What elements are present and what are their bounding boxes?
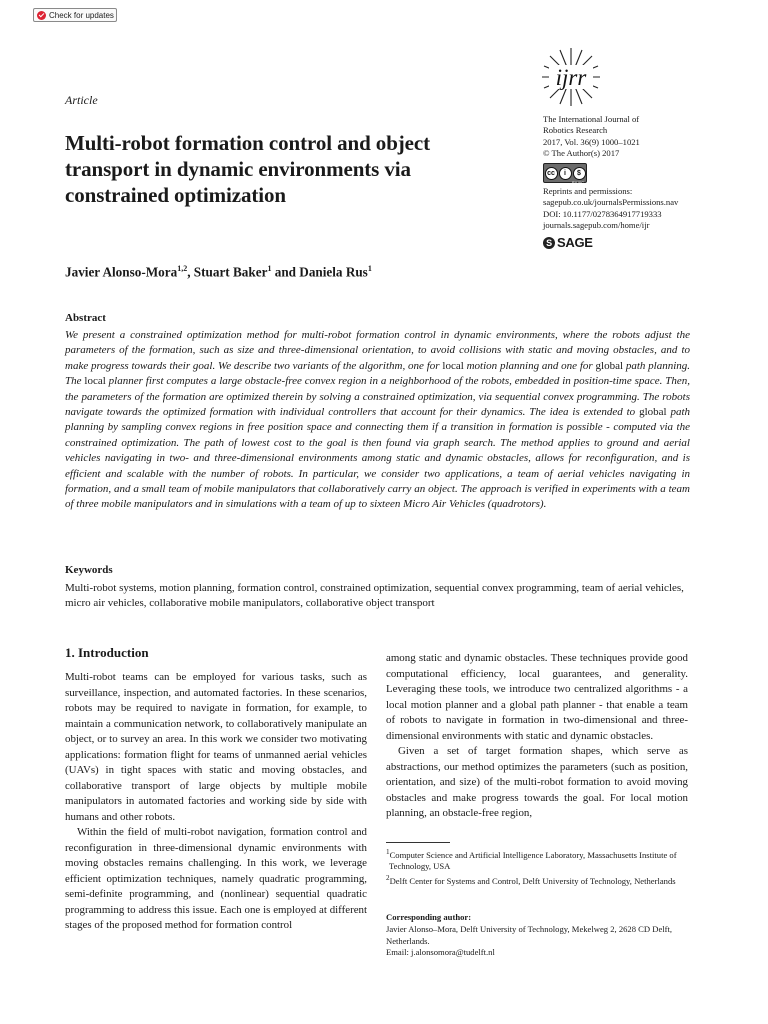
by-person-icon: i [559,167,572,180]
journal-copyright: © The Author(s) 2017 [543,147,620,158]
paragraph: Within the field of multi-robot navigation, formation control and reconfiguration in three-dimensional dynamic environments with moving obstacles remains challenging. In this work, we leverage efficient optimization techniques, namely quadratic programming, semi-definite programming, and (nonlinear) sequential quadratic programming to address this issue. Each one is employed at different stages of the proposed method for formation control [65,826,367,931]
corresponding-address: Javier Alonso–Mora, Delft University of Technology, Mekelweg 2, 2628 CD Delft, Netherlands. [386,924,673,946]
journal-info [543,114,743,159]
author-affiliation: 1,2 [177,264,188,273]
abstract-text: motion planning and one for [466,359,593,372]
journal-links [543,186,753,231]
abstract-text: planner first computes a large obstacle-free convex region in a neighborhood of the robots, embedded in position-time space. Then, the parameters of the formation are optimized therein by solving a constrained optimization, via sequential convex programming. The robots navigate towards the optimized formation with individual controllers that account for their dynamics. The idea is extended to [65,375,691,419]
abstract-term: global [595,359,624,372]
section-label: Article [65,93,98,107]
section-heading: 1. Introduction [65,645,149,660]
keywords-heading: Keywords [65,564,113,576]
author-name[interactable]: Stuart Baker [193,264,268,280]
sage-s-icon: S [543,237,555,249]
paragraph: Given a set of target formation shapes, which serve as abstractions, our method optimizes the parameters (such as position, orientation, and size) of the multi-robot formation to avoid moving obstacles and make progress towards the goal. For local motion planning, an obstacle-free region, [386,745,688,819]
journal-url-link[interactable]: journals.sagepub.com/home/ijr [543,219,650,230]
abstract-text: We present a constrained optimization method for multi-robot formation control in dynamic environments, where the robots adjust the parameters of the formation, such as size and three-dimensional orientation, to avoid collisions with static and moving obstacles, and to make progress towards their goal. We describe two variants of the algorithm, one for [65,329,690,372]
publisher-logo [543,235,593,250]
corresponding-author-heading: Corresponding author: [386,912,472,922]
reprints-link[interactable]: sagepub.co.uk/journalsPermissions.nav [543,197,679,208]
affiliation-text: Computer Science and Artificial Intelligence Laboratory, Massachusetts Institute of Technology, USA [389,849,677,872]
abstract-text: path planning by sampling convex regions in free position space and connecting them if a transition in formation is possible - computed via the constrained optimization. The path of lowest cost to the goal is then found via graph search. The method applies to ground and aerial vehicles navigating in two- and three-dimensional environments among static and dynamic obstacles, allows for reconfiguration, and is efficient and scalable with the number of robots. In particular, we consider two applications, a team of aerial vehicles navigating in formation, and a small team of mobile manipulators that collaboratively carry an object. The approach is verified in experiments with a team of three mobile manipulators and in simulations with a team of up to sixteen Micro Air Vehicles (quadrotors). [65,406,691,511]
check-for-updates-button[interactable] [33,8,117,22]
journal-name-line2: Robotics Research [543,125,608,136]
affiliation-text: Delft Center for Systems and Control, Delft University of Technology, Netherlands [389,875,676,886]
affiliation-item [386,847,691,873]
abstract-term: local [84,375,106,388]
author-affiliation: 1 [367,264,372,273]
corresponding-email[interactable]: Email: j.alonsomora@tudelft.nl [386,947,495,958]
author-affiliation: 1 [267,264,272,273]
left-column [65,670,367,934]
author-conjunction: and [274,264,296,280]
journal-logo-text: ijrr [555,65,587,90]
reprints-label: Reprints and permissions: [543,186,633,196]
affiliation-item [386,873,691,887]
right-column [386,651,688,822]
abstract-body [65,328,690,513]
check-icon [37,11,46,20]
abstract-text: path planning. The [65,359,691,388]
author-list: Javier Alonso-Mora$^{1,2}$, Stuart Baker$^1$ and Daniela Rus$^1$ [65,264,372,280]
author-name[interactable]: Daniela Rus [299,264,368,280]
author-name[interactable]: Javier Alonso-Mora [65,264,178,280]
check-for-updates-label: Check for updates [49,10,114,20]
paragraph: among static and dynamic obstacles. These techniques provide good computational efficiency, local guarantees, and generality. Leveraging these tools, we introduce two centralized algorithms - a local motion planner and a global path planner - that enable a team of robots to navigate in formation in two-dimensional and three-dimensional environments with static and dynamic obstacles. [386,652,688,742]
keywords-list: Multi-robot systems, motion planning, formation control, constrained optimization, sequential convex programming, team of aerial vehicles, micro air vehicles, collaborative mobile manipulators, collaborative object transport [65,582,684,610]
paragraph: Multi-robot teams can be employed for various tasks, such as surveillance, inspection, and automated factories. In these scenarios, robots may be required to navigate in formation, for example, to maintain a communication network, to collaboratively manipulate an object, or to survey an area. In this work we consider two motivating applications: formation flight for teams of unmanned aerial vehicles (UAVs) in tight spaces with static and moving obstacles, and collaborative transport of large objects by multiple mobile manipulators in automated factories and working side by side with humans and other robots. [65,671,367,823]
footnote-marker: 2 [386,874,390,883]
cc-icon: cc [545,167,558,180]
article-title: Multi-robot formation control and object transport in dynamic environments via constrained optimization [65,131,431,207]
journal-logo-icon [540,46,602,108]
publisher-name: SAGE [557,235,593,250]
abstract-term: local [442,359,464,372]
footnote-marker: 1 [386,848,390,856]
doi-link[interactable]: DOI: 10.1177/0278364917719333 [543,208,662,219]
footnote-divider [386,842,450,843]
journal-citation: 2017, Vol. 36(9) 1000–1021 [543,136,640,147]
license-sub-label: BY NC [572,180,585,185]
affiliations [386,847,691,888]
journal-name-line1: The International Journal of [543,114,640,124]
abstract-heading: Abstract [65,312,106,324]
nc-dollar-icon: $ [573,167,586,180]
corresponding-author [386,924,691,959]
abstract-term: global [639,406,667,419]
